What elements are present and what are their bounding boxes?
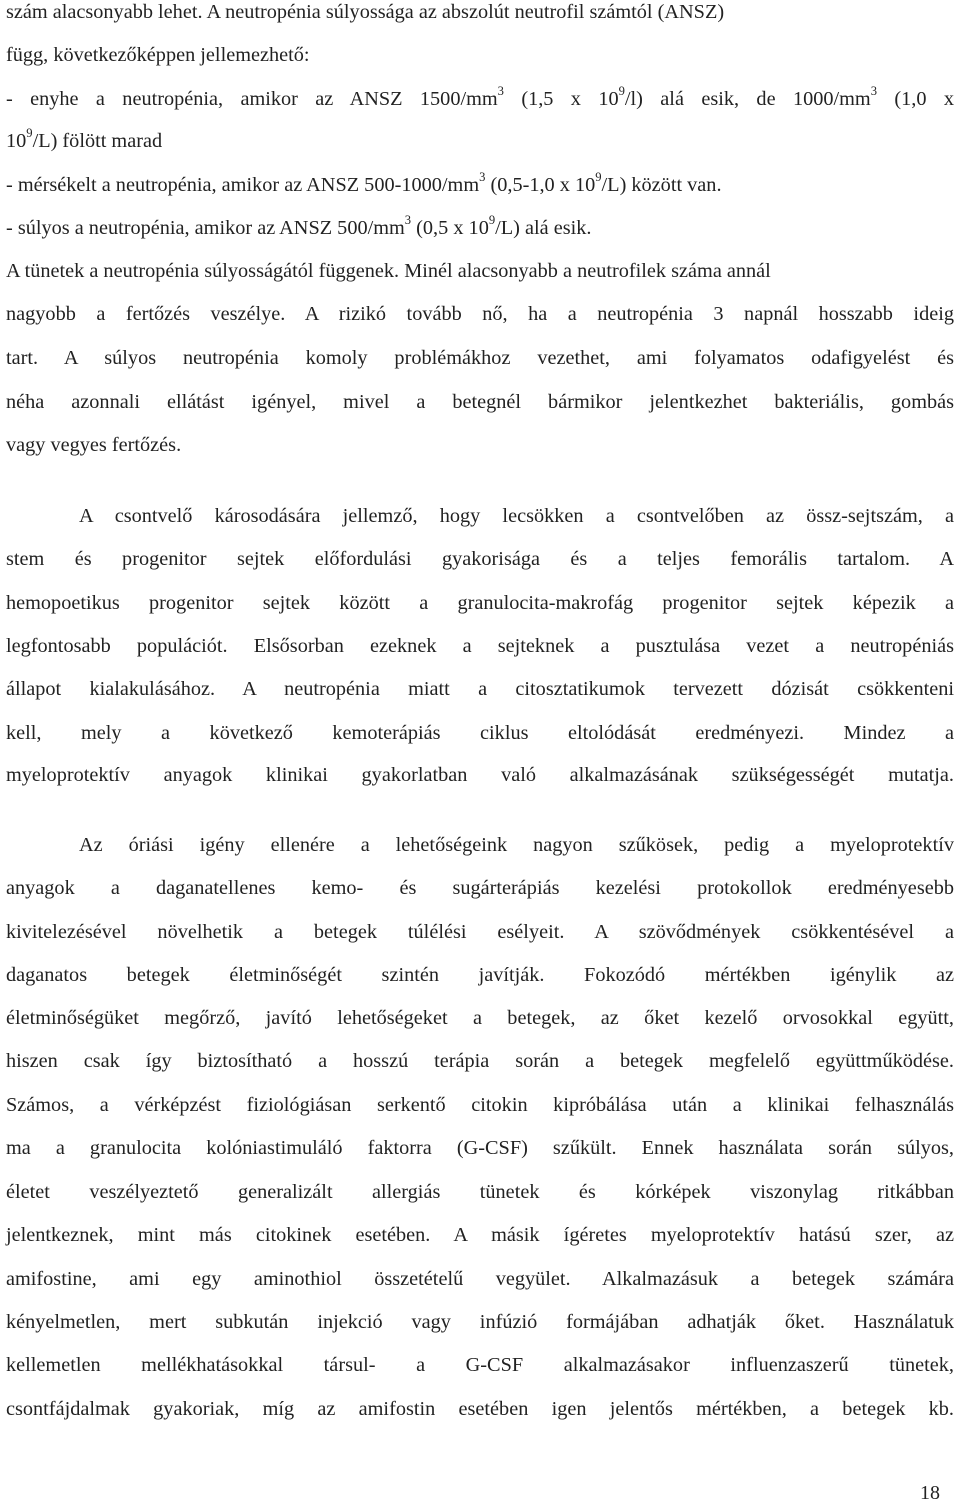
text-line: kényelmetlen, mert subkután injekció vagy infúzió formájában adhatják őket. Használatuk <box>6 1311 954 1333</box>
text-span: (0,5-1,0 x 10 <box>485 174 596 196</box>
text-line: myeloprotektív anyagok klinikai gyakorlatban való alkalmazásának szükségességét mutatja. <box>6 764 954 786</box>
superscript: 3 <box>404 213 412 228</box>
text-span: - enyhe a neutropénia, amikor az ANSZ 1500/mm <box>6 88 498 110</box>
text-span: /l) alá esik, de 1000/mm <box>624 88 871 110</box>
text-line: amifostine, ami egy aminothiol összetételű vegyület. Alkalmazásuk a betegek számára <box>6 1268 954 1290</box>
superscript: 9 <box>26 126 33 141</box>
text-line: anyagok a daganatellenes kemo- és sugárterápiás kezelési protokollok eredményesebb <box>6 877 954 899</box>
text-line: hemopoetikus progenitor sejtek között a granulocita-makrofág progenitor sejtek képezik a <box>6 592 954 614</box>
text-line: A csontvelő károsodására jellemző, hogy lecsökken a csontvelőben az össz-sejtszám, a <box>79 505 954 527</box>
text-line: jelentkeznek, mint más citokinek esetében. A másik ígéretes myeloprotektív hatású szer, az <box>6 1224 954 1246</box>
text-line <box>6 84 954 114</box>
text-line: daganatos betegek életminőségét szintén javítják. Fokozódó mértékben igénylik az <box>6 964 954 986</box>
text-line: vagy vegyes fertőzés. <box>6 434 182 456</box>
text-span: (1,0 x <box>877 88 954 110</box>
text-span: 10 <box>6 130 27 152</box>
text-line: tart. A súlyos neutropénia komoly problémákhoz vezethet, ami folyamatos odafigyelést és <box>6 347 954 369</box>
text-span: /L) alá esik. <box>495 217 592 239</box>
text-span: (1,5 x 10 <box>503 88 619 110</box>
text-line: csontfájdalmak gyakoriak, míg az amifostin esetében igen jelentős mértékben, a betegek kb. <box>6 1398 954 1420</box>
text-line: stem és progenitor sejtek előfordulási gyakorisága és a teljes femorális tartalom. A <box>6 548 954 570</box>
text-line: szám alacsonyabb lehet. A neutropénia súlyossága az abszolút neutrofil számtól (ANSZ) <box>6 1 725 23</box>
text-line <box>6 170 954 200</box>
page-number: 18 <box>920 1482 940 1504</box>
text-line: legfontosabb populációt. Elsősorban ezeknek a sejteknek a pusztulása vezet a neutropéniás <box>6 635 954 657</box>
superscript: 3 <box>870 84 877 99</box>
text-line: kellemetlen mellékhatásokkal társul- a G-CSF alkalmazásakor influenzaszerű tünetek, <box>6 1354 954 1376</box>
text-line: ma a granulocita kolóniastimuláló faktorra (G-CSF) szűkült. Ennek használata során súlyos, <box>6 1137 954 1159</box>
text-line: kell, mely a következő kemoterápiás ciklus eltolódását eredményezi. Mindez a <box>6 722 954 744</box>
text-span: - súlyos a neutropénia, amikor az ANSZ 500/mm <box>6 217 405 239</box>
text-line: kivitelezésével növelhetik a betegek túlélési esélyeit. A szövődmények csökkentésével a <box>6 921 954 943</box>
text-line: Az óriási igény ellenére a lehetőségeink nagyon szűkösek, pedig a myeloprotektív <box>79 834 954 856</box>
text-line: állapot kialakulásához. A neutropénia miatt a citosztatikumok tervezett dózisát csökkenteni <box>6 678 954 700</box>
text-line: életet veszélyeztető generalizált allergiás tünetek és kórképek viszonylag ritkábban <box>6 1181 954 1203</box>
text-span: /L) között van. <box>601 174 722 196</box>
text-line: nagyobb a fertőzés veszélye. A rizikó tovább nő, ha a neutropénia 3 napnál hosszabb ideig <box>6 303 954 325</box>
text-span: /L) fölött marad <box>32 130 163 152</box>
superscript: 3 <box>497 84 504 99</box>
text-line: néha azonnali ellátást igényel, mivel a betegnél bármikor jelentkezhet bakteriális, gombás <box>6 391 954 413</box>
superscript: 9 <box>618 84 625 99</box>
text-line: hiszen csak így biztosítható a hosszú terápia során a betegek megfelelő együttműködése. <box>6 1050 954 1072</box>
text-span: - mérsékelt a neutropénia, amikor az ANSZ 500-1000/mm <box>6 174 480 196</box>
text-line: A tünetek a neutropénia súlyosságától függenek. Minél alacsonyabb a neutrofilek száma annál <box>6 260 771 282</box>
text-line: életminőségüket megőrző, javító lehetőségeket a betegek, az őket kezelő orvosokkal együtt, <box>6 1007 954 1029</box>
text-line: függ, következőképpen jellemezhető: <box>6 44 310 66</box>
text-line <box>6 126 954 156</box>
text-span: (0,5 x 10 <box>411 217 489 239</box>
text-line <box>6 213 954 243</box>
superscript: 9 <box>488 213 496 228</box>
superscript: 9 <box>595 170 602 185</box>
superscript: 3 <box>479 170 486 185</box>
text-line: Számos, a vérképzést fiziológiásan serkentő citokin kipróbálása után a klinikai felhasználás <box>6 1094 954 1116</box>
